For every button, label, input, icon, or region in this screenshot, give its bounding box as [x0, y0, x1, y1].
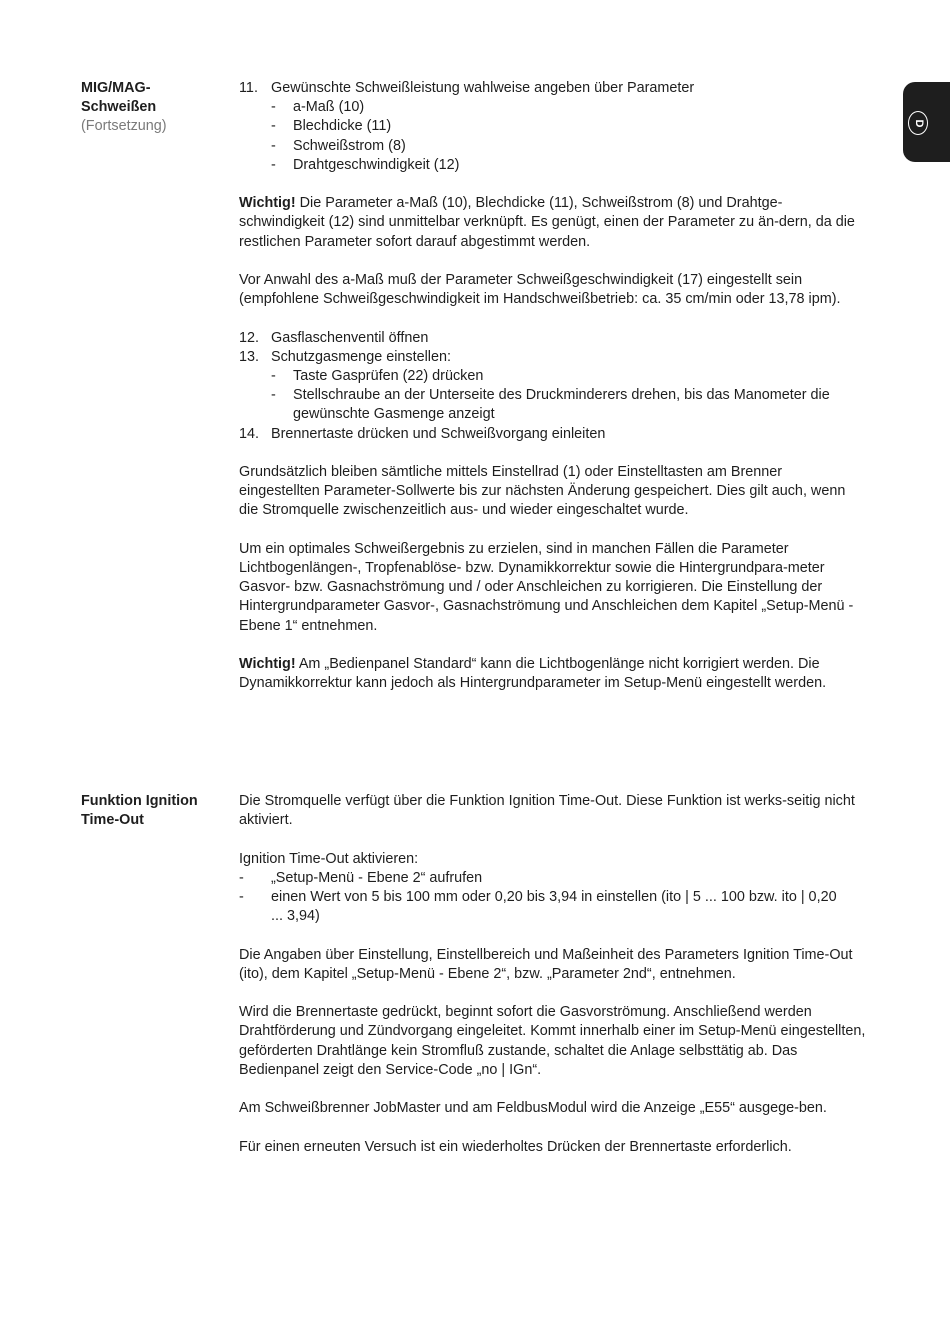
- list-item-text: Blechdicke (11): [293, 118, 392, 135]
- list-item: - a-Maß (10): [271, 99, 365, 116]
- list-item: - Stellschraube an der Unterseite des Druckminderers drehen, bis das Manometer die gewünschte Gasmenge anzeigt: [271, 387, 830, 423]
- section-ignition-content: [239, 792, 879, 1157]
- step-text: Gasflaschenventil öffnen: [271, 329, 429, 346]
- language-tab: [903, 82, 950, 162]
- step-text: Schutzgasmenge einstellen:: [271, 348, 451, 365]
- paragraph-amass: Vor Anwahl des a-Maß muß der Parameter Schweißgeschwindigkeit (17) eingestellt sein (empfohlene Schweißgeschwindigkeit im Handschweißbetrieb: ca. 35 cm/min oder 13,78 ipm).: [239, 272, 841, 308]
- step-14: [239, 425, 879, 444]
- list-item: - „Setup-Menü - Ebene 2“ aufrufen: [239, 869, 483, 886]
- step-number: 14.: [239, 425, 260, 442]
- section-heading-title: Funktion Ignition Time-Out: [81, 793, 198, 829]
- list-item-text: a-Maß (10): [293, 99, 365, 116]
- important-note-2: [239, 655, 869, 693]
- section-mig-mag-content: [239, 79, 879, 693]
- paragraph-retry: Für einen erneuten Versuch ist ein wiederholtes Drücken der Brennertaste erforderlich.: [239, 1138, 792, 1155]
- step-12: [239, 329, 879, 348]
- paragraph-optimal: Um ein optimales Schweißergebnis zu erzielen, sind in manchen Fällen die Parameter Lichtbogenlängen-, Tropfenablöse- bzw. Dynamikkorrektur sowie die Hintergrundpara-meter Gasvor- bzw. Gasnachströmung und / oder Anschleichen zu korrigieren. Die Einstellung der Hintergrundparameter Gasvor-, Gasnachströmung und Anschleichen dem Kapitel „Setup-Menü - Ebene 1“ entnehmen.: [239, 540, 854, 634]
- paragraph-intro: Die Stromquelle verfügt über die Funktion Ignition Time-Out. Diese Funktion ist werks-seitig nicht aktiviert.: [239, 793, 855, 829]
- list-item-text: Taste Gasprüfen (22) drücken: [293, 368, 484, 384]
- important-text: Die Parameter a-Maß (10), Blechdicke (11), Schweißstrom (8) und Drahtge-schwindigkeit (12) sind unmittelbar verknüpft. Es genügt, einen der Parameter zu än-dern, da die restlichen Parameter sofort darauf abgestimmt werden.: [239, 195, 855, 250]
- list-item: - einen Wert von 5 bis 100 mm oder 0,20 bis 3,94 in einstellen (ito | 5 ... 100 bzw. ito | 0,20 ... 3,94): [239, 889, 837, 925]
- section-heading-subtitle: (Fortsetzung): [81, 118, 167, 135]
- list-item-text: Schweißstrom (8): [293, 137, 406, 154]
- list-item-text: einen Wert von 5 bis 100 mm oder 0,20 bis 3,94 in einstellen (ito | 5 ... 100 bzw. ito | 0,20 ... 3,94): [271, 889, 837, 925]
- section-heading-mig-mag: [81, 79, 231, 137]
- activate-title: Ignition Time-Out aktivieren:: [239, 850, 419, 867]
- paragraph-brennertaste: Wird die Brennertaste gedrückt, beginnt sofort die Gasvorströmung. Anschließend werden Drahtförderung und Zündvorgang eingeleitet. Kommt innerhalb einer im Setup-Menü eingestellten, geförderten Drahtlänge kein Stromfluß zustande, schaltet die Anlage selbsttätig ab. Das Bedienpanel zeigt den Service-Code „no | IGn“.: [239, 1004, 866, 1078]
- list-item-text: „Setup-Menü - Ebene 2“ aufrufen: [271, 869, 483, 886]
- list-item: - Blechdicke (11): [271, 118, 392, 135]
- step-11: [239, 79, 879, 98]
- section-heading-title: MIG/MAG-Schweißen: [81, 80, 157, 116]
- important-note-1: [239, 194, 859, 252]
- important-text: Am „Bedienpanel Standard“ kann die Lichtbogenlänge nicht korrigiert werden. Die Dynamikkorrektur kann jedoch als Hintergrundparameter im Setup-Menü eingestellt werden.: [239, 656, 827, 692]
- step-13: [239, 348, 879, 367]
- step-number: 11.: [239, 80, 258, 96]
- list-item: - Schweißstrom (8): [271, 137, 406, 154]
- tab-letter: D: [913, 119, 925, 128]
- list-item-text: Drahtgeschwindigkeit (12): [293, 156, 460, 173]
- list-item: - Drahtgeschwindigkeit (12): [271, 156, 460, 173]
- list-item-text: Stellschraube an der Unterseite des Druckminderers drehen, bis das Manometer die gewünschte Gasmenge anzeigt: [293, 387, 830, 423]
- step-text: Gewünschte Schweißleistung wahlweise angeben über Parameter: [271, 80, 695, 96]
- important-label: Wichtig!: [239, 195, 296, 212]
- step-text: Brennertaste drücken und Schweißvorgang einleiten: [271, 425, 606, 442]
- paragraph-angaben: Die Angaben über Einstellung, Einstellbereich und Maßeinheit des Parameters Ignition Time-Out (ito), dem Kapitel „Setup-Menü - Ebene 2“, bzw. „Parameter 2nd“, entnehmen.: [239, 946, 853, 982]
- step-number: 13.: [239, 348, 260, 365]
- paragraph-e55: Am Schweißbrenner JobMaster und am FeldbusModul wird die Anzeige „E55“ ausgege-ben.: [239, 1100, 827, 1117]
- list-item: - Taste Gasprüfen (22) drücken: [271, 368, 484, 384]
- paragraph-grundsaetzlich: Grundsätzlich bleiben sämtliche mittels Einstellrad (1) oder Einstelltasten am Brenner eingestellten Parameter-Sollwerte bis zur nächsten Änderung gespeichert. Dies gilt auch, wenn die Stromquelle zwischenzeitlich aus- und wieder eingeschaltet wurde.: [239, 464, 846, 519]
- section-heading-ignition: [81, 792, 231, 830]
- step-number: 12.: [239, 329, 260, 346]
- important-label: Wichtig!: [239, 656, 296, 672]
